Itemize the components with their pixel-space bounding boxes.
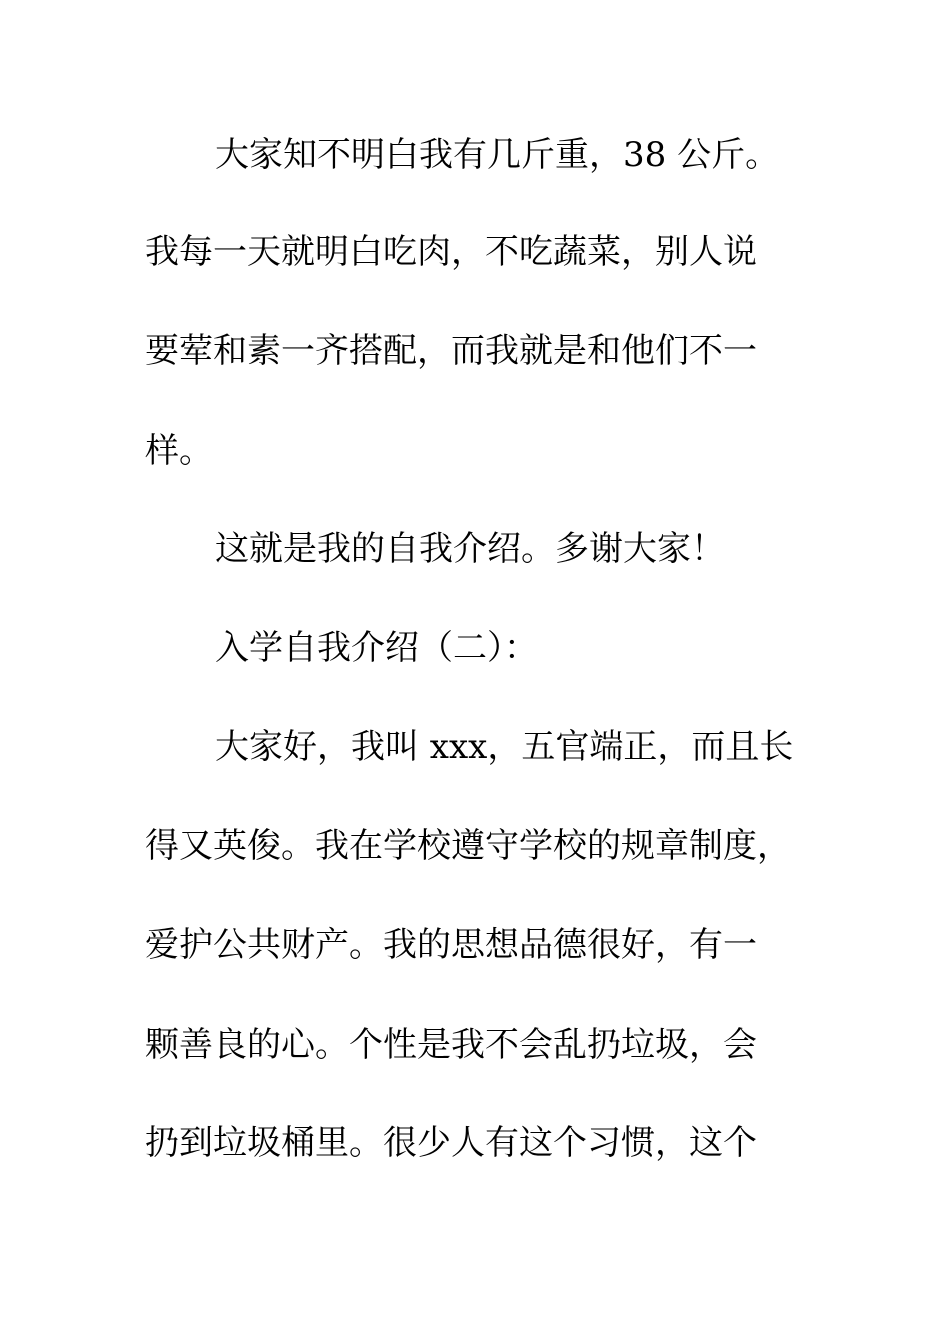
paragraph-line: 样。 [145,431,213,471]
paragraph-line: 扔到垃圾桶里。很少人有这个习惯，这个 [145,1123,757,1163]
paragraph-line: 大家知不明白我有几斤重，38 公斤。 [215,135,780,175]
section-heading: 入学自我介绍（二）： [215,628,538,668]
paragraph-line: 这就是我的自我介绍。多谢大家！ [215,529,725,569]
paragraph-line: 爱护公共财产。我的思想品德很好，有一 [145,925,757,965]
paragraph-line: 得又英俊。我在学校遵守学校的规章制度， [145,826,791,866]
paragraph-line: 我每一天就明白吃肉，不吃蔬菜，别人说 [145,232,757,272]
paragraph-line: 要荤和素一齐搭配，而我就是和他们不一 [145,331,757,371]
paragraph-line: 颗善良的心。个性是我不会乱扔垃圾，会 [145,1025,757,1065]
paragraph-line: 大家好，我叫 xxx，五官端正，而且长 [215,727,794,767]
